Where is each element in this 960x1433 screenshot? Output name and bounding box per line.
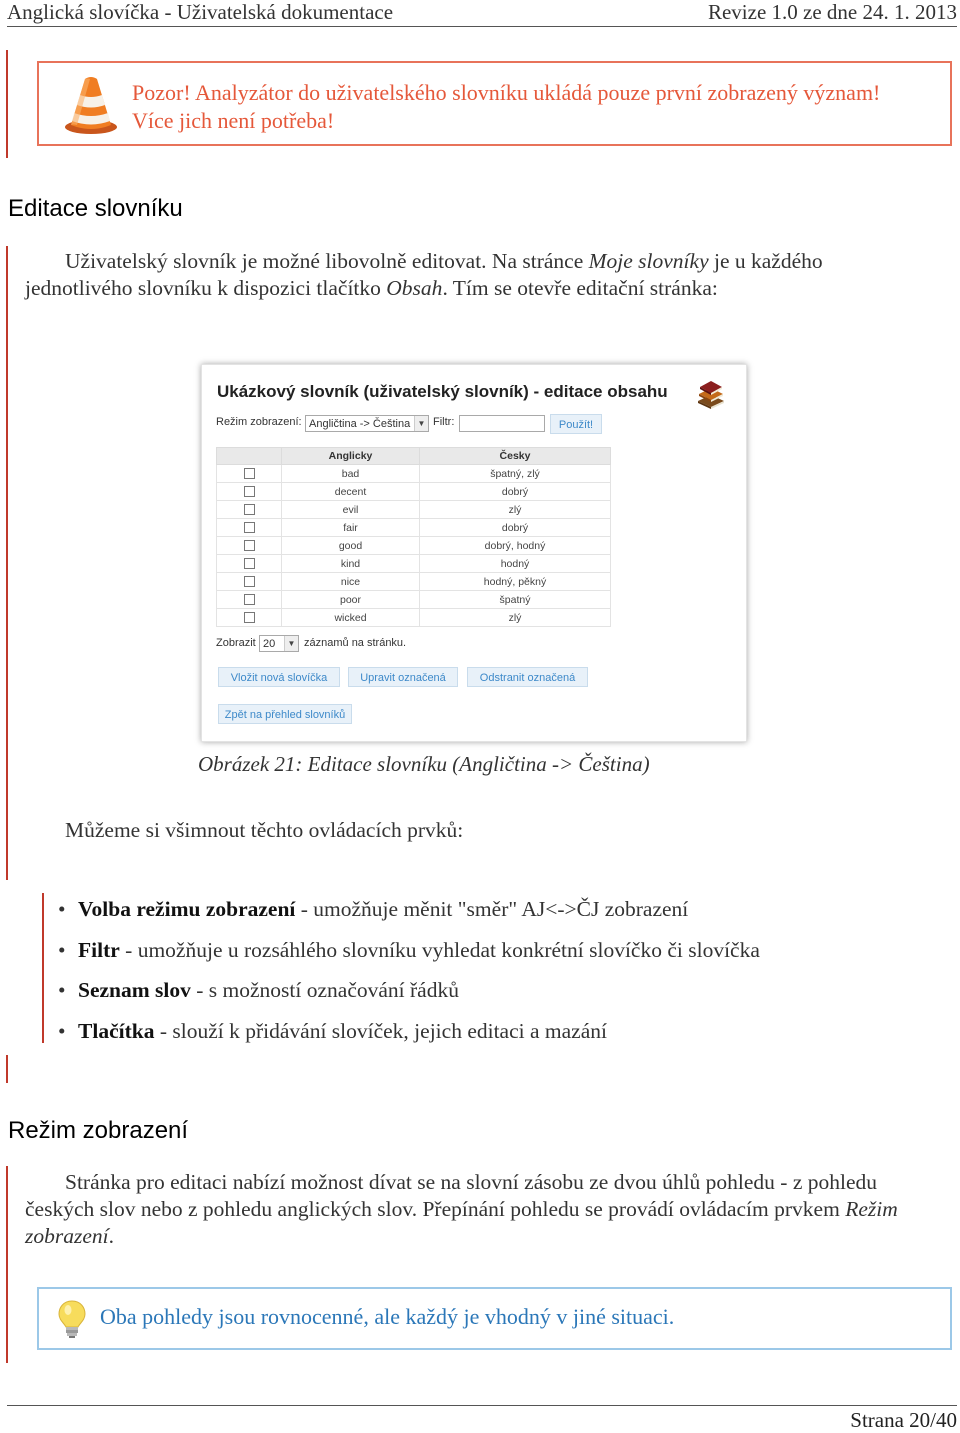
header-divider (7, 26, 957, 27)
list-item: • Seznam slov - s možností označování řádků (58, 978, 459, 1002)
tip-box (37, 1287, 952, 1350)
row-checkbox[interactable] (244, 576, 255, 587)
column-header-cz: Česky (420, 448, 611, 465)
table-row: decent dobrý (217, 483, 611, 501)
show-count-suffix: záznamů na stránku. (304, 637, 407, 649)
change-bar (42, 893, 44, 1043)
section-heading-editace: Editace slovníku (8, 195, 183, 222)
table-row: nice hodný, pěkný (217, 573, 611, 591)
delete-selected-button[interactable]: Odstranit označená (467, 667, 588, 687)
books-icon (696, 377, 726, 409)
list-item: • Tlačítka - slouží k přidávání slovíček, jejich editaci a mazání (58, 1018, 607, 1043)
filter-input[interactable] (459, 415, 545, 432)
table-row: evil zlý (217, 501, 611, 519)
row-checkbox[interactable] (244, 558, 255, 569)
row-checkbox[interactable] (244, 486, 255, 497)
document-header-revision: Revize 1.0 ze dne 24. 1. 2013 (707, 0, 957, 24)
filter-label: Filtr: (433, 416, 455, 428)
warning-text: Pozor! Analyzátor do uživatelského slovníku ukládá pouze první zobrazený význam! Více jich není potřeba! (132, 80, 881, 133)
table-row: poor špatný (217, 591, 611, 609)
row-checkbox[interactable] (244, 612, 255, 623)
table-row: bad špatný, zlý (217, 465, 611, 483)
row-checkbox[interactable] (244, 504, 255, 515)
back-to-dictionaries-button[interactable]: Zpět na přehled slovníků (218, 704, 352, 724)
row-checkbox[interactable] (244, 522, 255, 533)
mode-label: Režim zobrazení: (216, 416, 302, 428)
list-item: • Volba režimu zobrazení - umožňuje měnit "směr" AJ<->ČJ zobrazení (58, 897, 689, 921)
insert-words-button[interactable]: Vložit nová slovíčka (218, 667, 340, 687)
section-heading-rezim: Režim zobrazení (8, 1117, 189, 1144)
tip-text: Oba pohledy jsou rovnocenné, ale každý je vhodný v jiné situaci. (100, 1304, 675, 1329)
change-bar (6, 1166, 8, 1363)
chevron-down-icon: ▼ (284, 636, 298, 651)
column-header-en: Anglicky (282, 448, 420, 465)
page-size-select[interactable]: 20 ▼ (259, 635, 299, 652)
traffic-cone-icon (63, 75, 119, 135)
change-bar (6, 246, 8, 880)
screenshot-title: Ukázkový slovník (uživatelský slovník) - editace obsahu (217, 382, 668, 401)
figure-caption: Obrázek 21: Editace slovníku (Angličtina -> Čeština) (198, 752, 650, 776)
table-row: kind hodný (217, 555, 611, 573)
row-checkbox[interactable] (244, 594, 255, 605)
row-checkbox[interactable] (244, 540, 255, 551)
chevron-down-icon: ▼ (414, 416, 428, 431)
table-row: good dobrý, hodný (217, 537, 611, 555)
controls-intro: Můžeme si všimnout těchto ovládacích prvků: (65, 818, 464, 842)
show-count-label: Zobrazit (216, 637, 256, 649)
term-moje-slovniky: Moje slovníky (588, 249, 709, 273)
edit-selected-button[interactable]: Upravit označená (348, 667, 458, 687)
table-row: fair dobrý (217, 519, 611, 537)
apply-filter-button[interactable]: Použít! (550, 414, 602, 434)
table-row: wicked zlý (217, 609, 611, 627)
term-rezim-zobrazeni: Režim zobrazení (25, 1197, 898, 1248)
paragraph-editace: Uživatelský slovník je možné libovolně editovat. Na stránce Moje slovníky je u každého jednotlivého slovníku k dispozici tlačítko Obsah. Tím se otevře editační stránka: (25, 249, 823, 300)
lightbulb-icon (57, 1299, 87, 1339)
controls-list (58, 895, 760, 1057)
term-obsah: Obsah (386, 276, 443, 300)
dictionary-edit-screenshot (201, 364, 747, 742)
paragraph-rezim: Stránka pro editaci nabízí možnost dívat se na slovní zásobu ze dvou úhlů pohledu - z pohledu českých slov nebo z pohledu anglických slov. Přepínání pohledu se provádí ovládacím prvkem Režim zobrazení. (25, 1170, 898, 1248)
page-number: Strana 20/40 (850, 1408, 957, 1432)
footer-divider (7, 1405, 957, 1406)
mode-select[interactable]: Angličtina -> Čeština ▼ (305, 415, 429, 432)
row-checkbox[interactable] (244, 468, 255, 479)
change-bar (6, 1055, 8, 1083)
change-bar (6, 50, 8, 158)
warning-box (37, 61, 952, 146)
document-header-title: Anglická slovíčka - Uživatelská dokumentace (7, 0, 394, 24)
list-item: • Filtr - umožňuje u rozsáhlého slovníku vyhledat konkrétní slovíčko či slovíčka (58, 937, 760, 962)
words-table (216, 447, 611, 627)
